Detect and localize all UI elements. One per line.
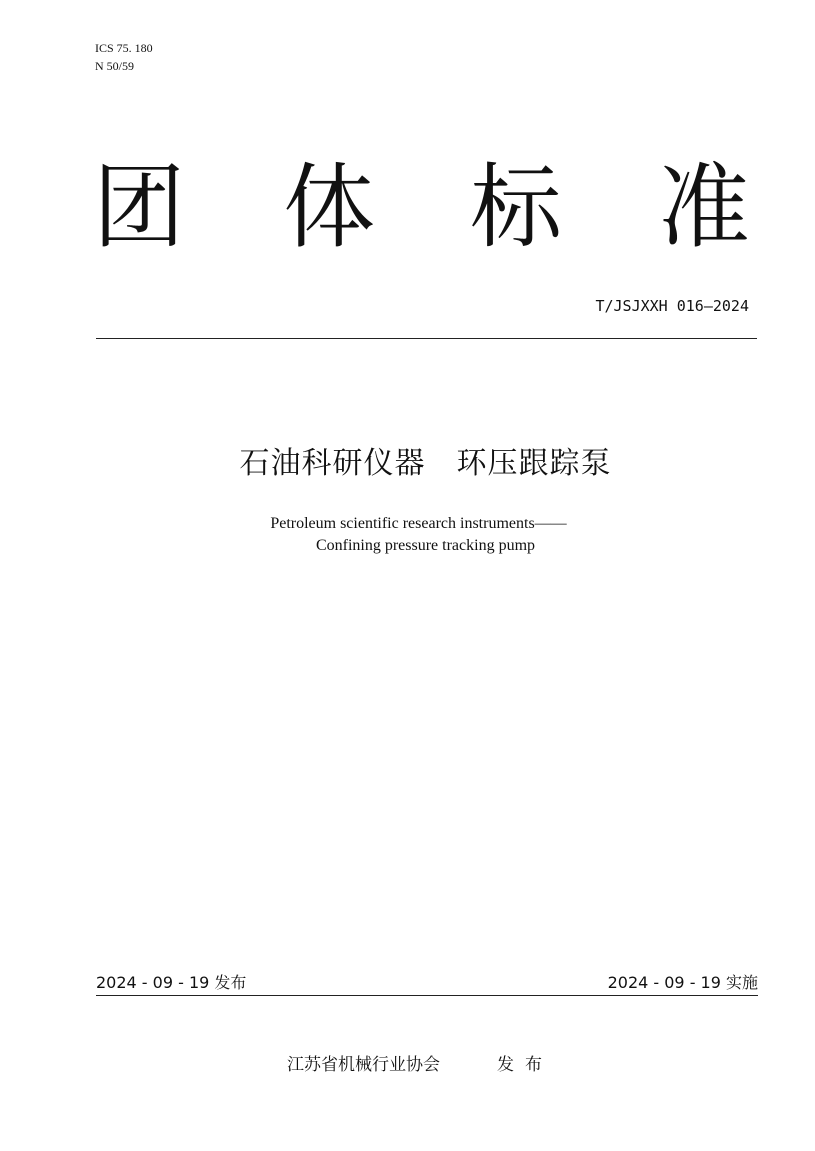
ics-code: ICS 75. 180	[95, 41, 153, 55]
ccs-code: N 50/59	[95, 59, 134, 73]
implementation-date: 2024 - 09 - 19 实施	[607, 973, 758, 992]
publisher-name: 江苏省机械行业协会	[287, 1055, 440, 1075]
bottom-divider	[96, 995, 758, 996]
category-char-2: 体	[283, 154, 376, 261]
top-divider	[96, 338, 757, 339]
title-chinese: 石油科研仪器 环压跟踪泵	[239, 446, 612, 481]
standard-number: T/JSJXXH 016—2024	[595, 297, 749, 315]
issue-date: 2024 - 09 - 19 发布	[96, 973, 247, 992]
category-char-1: 团	[93, 154, 186, 261]
title-english-line2: Confining pressure tracking pump	[315, 537, 536, 554]
title-english-line1: Petroleum scientific research instruments——	[270, 515, 567, 532]
publish-label: 发布	[497, 1055, 553, 1075]
category-char-3: 标	[470, 154, 563, 261]
category-char-4: 准	[658, 154, 751, 261]
